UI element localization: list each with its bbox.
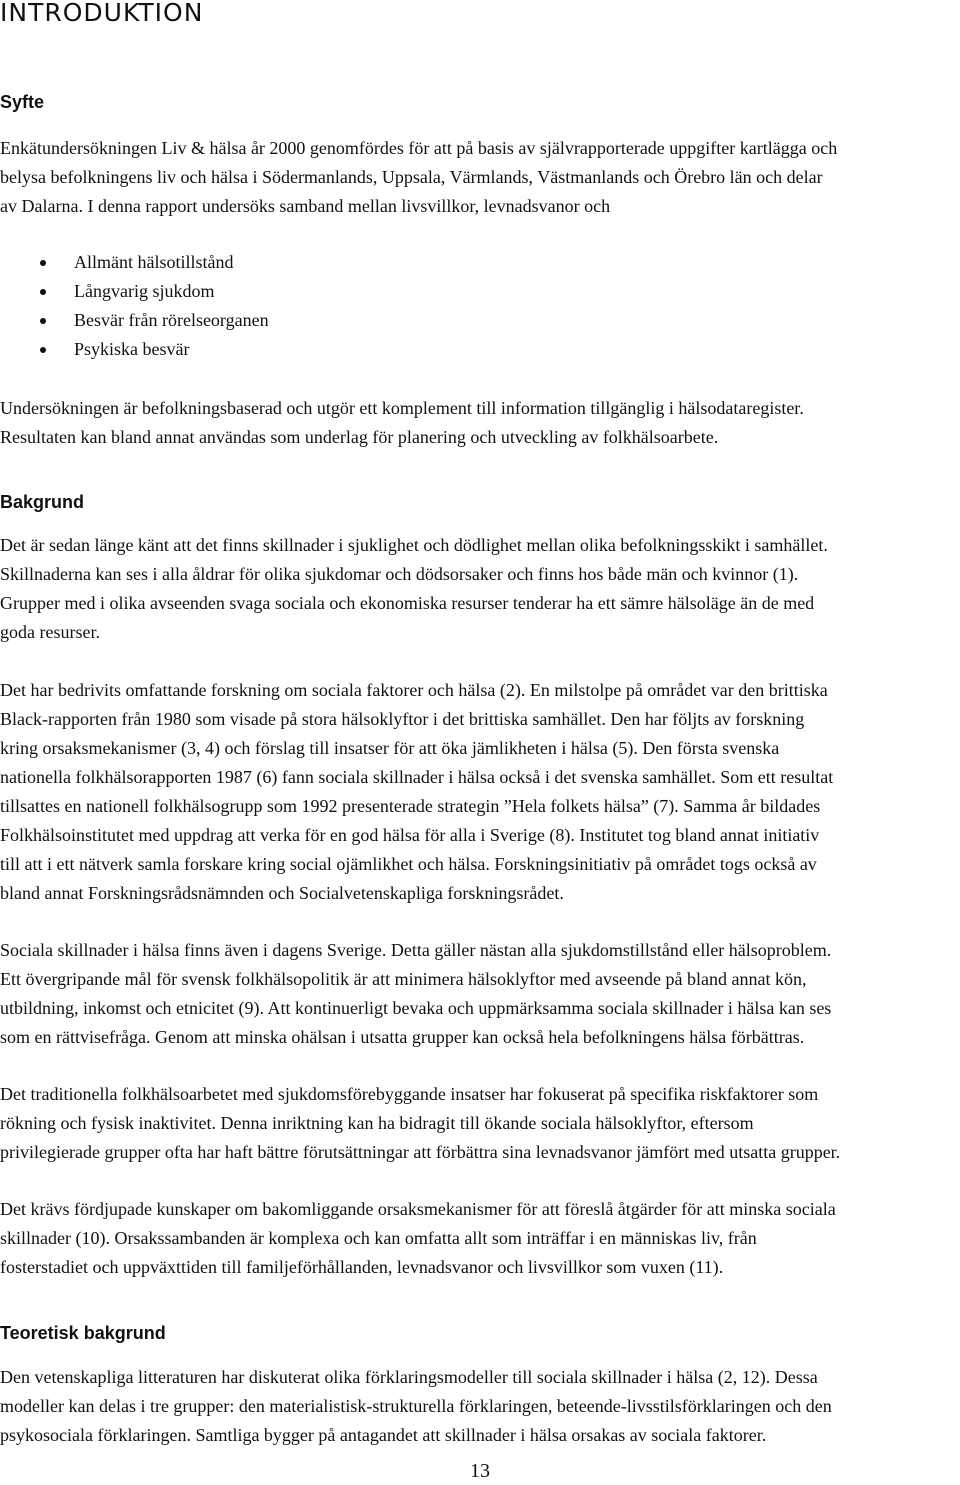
text-line: modeller kan delas i tre grupper: den materialistisk-strukturella förklaringen, beteende-livsstilsförklaringen och den bbox=[0, 1396, 832, 1416]
text-line: Undersökningen är befolkningsbaserad och utgör ett komplement till information tillgänglig i hälsodataregister. bbox=[0, 398, 804, 418]
bakgrund-paragraph-3 bbox=[0, 936, 960, 1052]
text-line: Skillnaderna kan ses i alla åldrar för olika sjukdomar och dödsorsaker och finns hos både män och kvinnor (1). bbox=[0, 564, 799, 584]
text-line: bland annat Forskningsrådsnämnden och Socialvetenskapliga forskningsrådet. bbox=[0, 883, 564, 903]
text-line: tillsattes en nationell folkhälsogrupp som 1992 presenterade strategin ”Hela folkets hälsa” (7). Samma år bildades bbox=[0, 796, 821, 816]
bullet-icon bbox=[40, 347, 46, 353]
syfte-paragraph-2 bbox=[0, 394, 960, 452]
list-item bbox=[0, 306, 269, 335]
bullet-icon bbox=[40, 318, 46, 324]
text-line: Resultaten kan bland annat användas som underlag för planering och utveckling av folkhälsoarbete. bbox=[0, 427, 719, 447]
text-line: Det är sedan länge känt att det finns skillnader i sjuklighet och dödlighet mellan olika befolkningsskikt i samhället. bbox=[0, 535, 828, 555]
text-line: rökning och fysisk inaktivitet. Denna inriktning kan ha bidragit till ökande sociala hälsoklyftor, eftersom bbox=[0, 1113, 754, 1133]
list-item bbox=[0, 335, 269, 364]
section-title-syfte: Syfte bbox=[0, 92, 45, 112]
text-line: fosterstadiet och uppväxttiden till familjeförhållanden, levnadsvanor och livsvillkor som vuxen (11). bbox=[0, 1257, 724, 1277]
bakgrund-paragraph-2 bbox=[0, 676, 960, 908]
text-line: psykosociala förklaringen. Samtliga bygger på antagandet att skillnader i hälsa orsakas av sociala faktorer. bbox=[0, 1425, 767, 1445]
list-item-label: Långvarig sjukdom bbox=[74, 281, 215, 301]
text-line: Enkätundersökningen Liv & hälsa år 2000 genomfördes för att på basis av självrapporterade uppgifter kartlägga och bbox=[0, 138, 838, 158]
list-item-label: Besvär från rörelseorganen bbox=[74, 310, 269, 330]
text-line: goda resurser. bbox=[0, 622, 100, 642]
syfte-paragraph-1 bbox=[0, 134, 960, 221]
text-line: Sociala skillnader i hälsa finns även i dagens Sverige. Detta gäller nästan alla sjukdomstillstånd eller hälsoproblem. bbox=[0, 940, 832, 960]
teoretisk-paragraph-1 bbox=[0, 1363, 960, 1450]
bullet-icon bbox=[40, 260, 46, 266]
list-item-label: Psykiska besvär bbox=[74, 339, 190, 359]
text-line: Grupper med i olika avseenden svaga sociala och ekonomiska resurser tenderar ha ett sämre hälsoläge än de med bbox=[0, 593, 815, 613]
text-line: Ett övergripande mål för svensk folkhälsopolitik är att minimera hälsoklyftor med avseende på bland annat kön, bbox=[0, 969, 807, 989]
text-line: Den vetenskapliga litteraturen har diskuterat olika förklaringsmodeller till sociala skillnader i hälsa (2, 12). Dessa bbox=[0, 1367, 818, 1387]
text-line: Det har bedrivits omfattande forskning om sociala faktorer och hälsa (2). En milstolpe på området var den brittiska bbox=[0, 680, 828, 700]
section-title-bakgrund: Bakgrund bbox=[0, 492, 85, 512]
bullet-icon bbox=[40, 289, 46, 295]
text-line: privilegierade grupper ofta har haft bättre förutsättningar att förbättra sina levnadsvanor jämfört med utsatta grupper. bbox=[0, 1142, 841, 1162]
text-line: utbildning, inkomst och etnicitet (9). Att kontinuerligt bevaka och uppmärksamma sociala skillnader i hälsa kan ses bbox=[0, 998, 832, 1018]
text-line: av Dalarna. I denna rapport undersöks samband mellan livsvillkor, levnadsvanor och bbox=[0, 196, 611, 216]
bullet-list bbox=[0, 248, 269, 364]
bakgrund-paragraph-4 bbox=[0, 1080, 960, 1167]
page-heading: INTRODUKTION bbox=[0, 0, 204, 27]
text-line: kring orsaksmekanismer (3, 4) och förslag till insatser för att öka jämlikheten i hälsa (5). Den första svenska bbox=[0, 738, 780, 758]
text-line: Det krävs fördjupade kunskaper om bakomliggande orsaksmekanismer för att föreslå åtgärder för att minska sociala bbox=[0, 1199, 836, 1219]
text-line: Folkhälsoinstitutet med uppdrag att verka för en god hälsa för alla i Sverige (8). Institutet tog bland annat initiativ bbox=[0, 825, 820, 845]
text-line: belysa befolkningens liv och hälsa i Södermanlands, Uppsala, Värmlands, Västmanlands och Örebro län och delar bbox=[0, 167, 823, 187]
bakgrund-paragraph-1 bbox=[0, 531, 960, 647]
text-line: Black-rapporten från 1980 som visade på stora hälsoklyftor i det brittiska samhället. Den har följts av forskning bbox=[0, 709, 805, 729]
list-item bbox=[0, 248, 269, 277]
text-line: nationella folkhälsorapporten 1987 (6) fann sociala skillnader i hälsa också i det svenska samhället. Som ett resultat bbox=[0, 767, 834, 787]
list-item bbox=[0, 277, 269, 306]
bakgrund-paragraph-5 bbox=[0, 1195, 960, 1282]
text-line: som en rättvisefråga. Genom att minska ohälsan i utsatta grupper kan också hela befolkningens hälsa förbättras. bbox=[0, 1027, 805, 1047]
page-number: 13 bbox=[470, 1460, 490, 1482]
text-line: Det traditionella folkhälsoarbetet med sjukdomsförebyggande insatser har fokuserat på specifika riskfaktorer som bbox=[0, 1084, 819, 1104]
list-item-label: Allmänt hälsotillstånd bbox=[74, 252, 234, 272]
text-line: skillnader (10). Orsakssambanden är komplexa och kan omfatta allt som inträffar i en människas liv, från bbox=[0, 1228, 757, 1248]
text-line: till att i ett nätverk samla forskare kring social ojämlikhet och hälsa. Forskningsinitiativ på området togs också av bbox=[0, 854, 817, 874]
section-title-teoretisk: Teoretisk bakgrund bbox=[0, 1323, 166, 1343]
